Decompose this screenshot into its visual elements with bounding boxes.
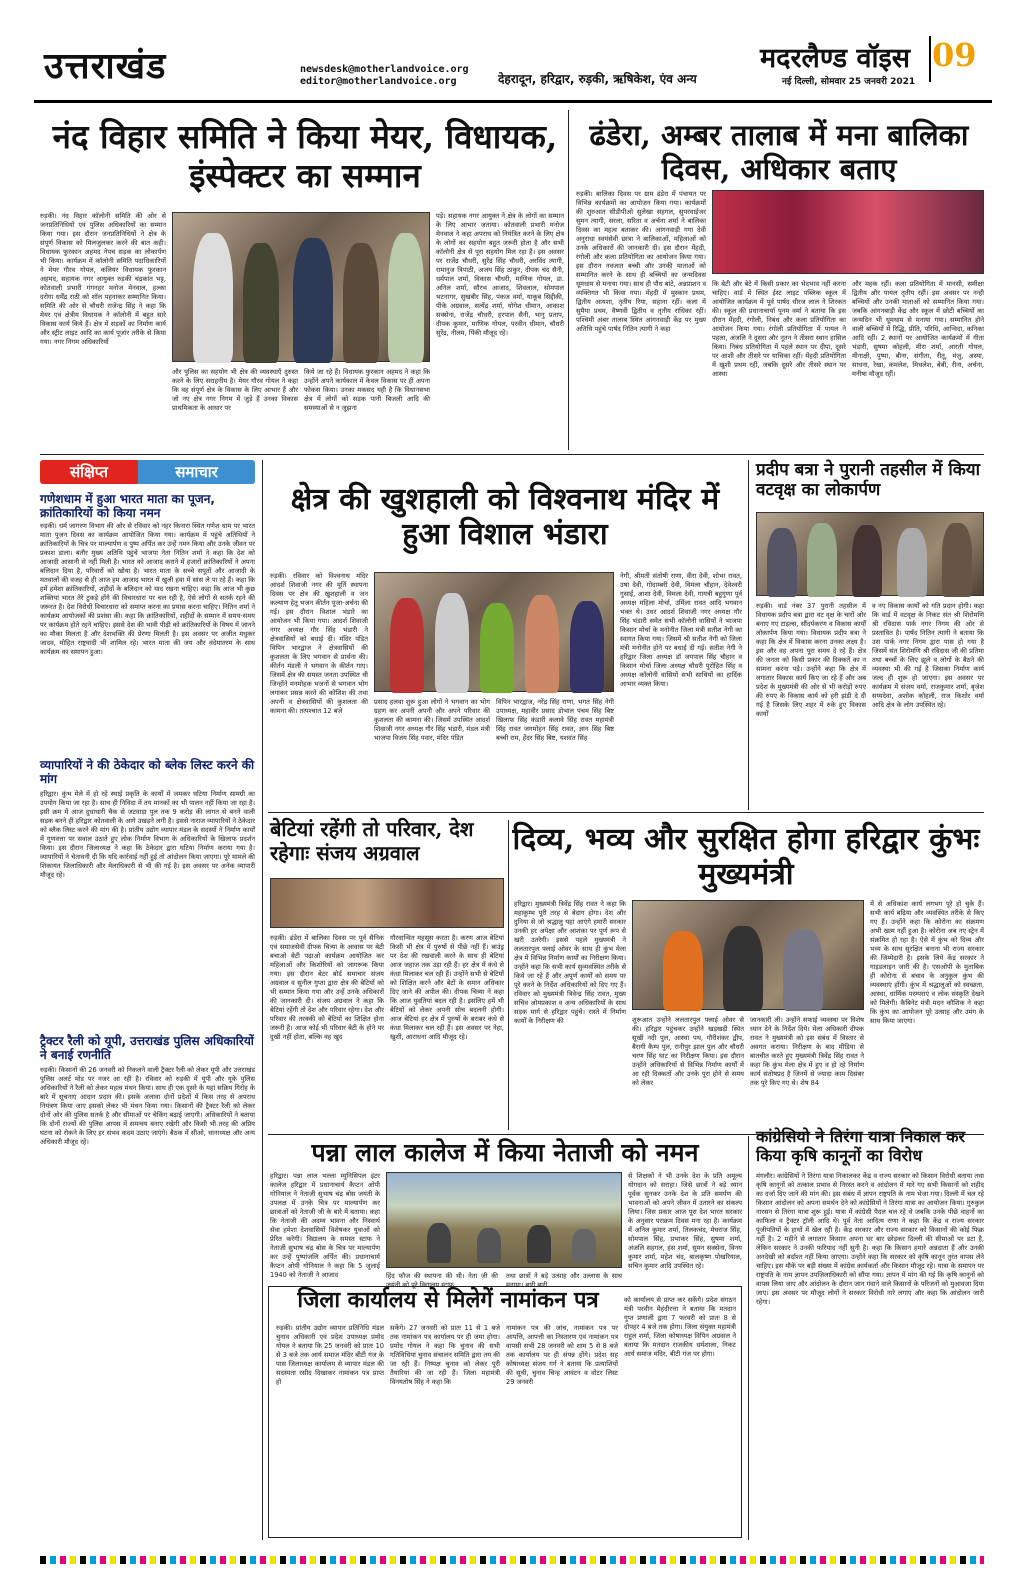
column-divider [748, 1136, 749, 1540]
briefs-label [40, 460, 255, 484]
masthead-rule [34, 100, 992, 103]
editor-email[interactable]: editor@motherlandvoice.org [300, 76, 457, 87]
story1-col2: और पुलिस का सहयोग भी क्षेत्र की व्यवस्थाएँ दुरुस्त करने के लिए सराहनीय है। मेयर गौरव गोयल ने कहा कि वह संपूर्ण क्षेत्र के विकास के लिए आभार हैं और जो नए क्षेत्र नगर निगम में जुड़े हैं उनका विकास प्राथमिकता के आधार पर [172, 368, 298, 412]
column-divider [748, 460, 749, 810]
story7-headline: पन्ना लाल कालेज में किया नेताजी को नमन [311, 1138, 699, 1167]
story1-col1: रुड़की। नंद विहार कॉलोनी समिति की ओर से जनप्रतिनिधियों एवं पुलिस अधिकारियों का सम्मान किया गया। इस दौरान जनप्रतिनिधियों ने क्षेत्र के संपूर्ण विकास को मिलजुलकर करने की बात कही। विधायक फुरकान अहमद नेपच सड़क का लोकार्पण भी किया। कार्यक्रम में कॉलोनी समिति पदाधिकारियों ने मेयर गौरव गोयल, कलियर विधायक फुरकान अहमद, सहायक नगर आयुक्त रुड़की चंद्रकांत भट्ट, कोतवाली प्रभारी गंगनहर मनोज मेनवाल, हल्का दरोगा धर्मेंद्र राठी को शॉल पहनाकर सम्मानित किया। समिति की ओर से चौधरी राजेन्द्र सिंह ने कहा कि मेयर एवं क्षेत्रीय विधायक ने कॉलोनी में बहुत सारे विकास कार्य किये हैं। क्षेत्र में सड़कों का निर्माण कार्य और स्ट्रीट लाइट आदि का कार्य पूजांर तरीके से किया गया। नगर निगम अधिकारियों [40, 212, 166, 346]
story2-col1: रुड़की। बालिका दिवस पर ग्राम ढंडेरा में पंचायत पर विभिन्न कार्यक्रमों का आयोजन किया गया। कार्यक्रमों की शुरुआत सीडीपीओ सुलेखा सहगल, सुपरवाईजर सुमन त्यागी, सरला, सरिता व अर्चना शर्मा ने बालिका दिवस का महत्व बताकर की। आंगनवाड़ी गगा देवी अनुराधा स्वयंसेवी छात्रा ने बालिकाओं, महिलाओं को उनके अधिकारों की जानकारी दी। इस दौरान मेंहदी, रंगोली और कला प्रतियोगिता का आयोजन किया गया। इस दौरान नवजात बच्ची और उनकी माताओं को सम्मानित करने के साथ ही बच्चियों का जन्मदिवस धूमधाम से मनाया गया। साथ ही पौध बांटे, अन्नप्राशन व व्यक्तिगत भी किया गया। मेंहदी में मुस्कान प्रथम, द्वितीय आयशा, तृतीय रिया, सहाना रहीं। कला में सुमैया प्रथम, वैष्णवी द्वितीय व तृतीय राधिका रहीं। पश्चिमी अंबर तालाब स्थित आंगनवाड़ी केंद्र पर मुख्य अतिथि पहुंचे पार्षद नितिन त्यागी ने कहा [576, 190, 706, 333]
story3-headline: क्षेत्र की खुशहाली को विश्वनाथ मंदिर में हुआ विशाल भंडारा [290, 482, 720, 553]
story1-headline: नंद विहार समिति ने किया मेयर, विधायक, इंस्पेक्टर का सम्मान [52, 117, 558, 195]
story9-headline: जिला कार्यालय से मिलेगें नामांकन पत्र [297, 1287, 599, 1313]
story1-col4: पड़े। सहायक नगर आयुक्त ने क्षेत्र के लोगों का सम्मान के लिए आभार जताया। कोतवाली प्रभारी मनोज मेनवाल ने कहा अपराध को नियंत्रित करने के लिए क्षेत्र के लोगों का सहयोग बहुत जरूरी होता है और सभी कॉलोनी क्षेत्र से पूरा सहयोग मिल रहा है। इस अवसर पर राजेंद्र चौधरी, सुरेंद्र सिंह चौधरी, अरविंद त्यागी, रामानुज त्रिपाठी, अजय सिंह ठाकुर, दीपक चंद सैनी, धर्मपाल शर्मा, विकास चौधरी, माणिक गोयल, डा. अनिल शर्मा, सौरभ आजाद, शिवलाल, सोमपाल भटनागर, सुखबीर सिंह, पंकज वर्मा, याकूब सिद्दीकी, पीके अग्रवाल, सत्येंद्र शर्मा, योगेश धीमान, आकाश सक्सेना, राजेंद्र चौधरी, हरपाल सैनी, भानु प्रताप, दीपक कुमार, माणिक गोयल, परवीन धीमान, चौधरी सुरेंद्र, नीलम, पिंकी मौजूद रहे। [436, 212, 564, 337]
print-registration-bar [40, 1556, 984, 1564]
section-rule [40, 454, 984, 455]
story6-col3: जानकारी ली। उन्होंने सफाई व्यवस्था पर विशेष ध्यान देने के निर्देश दिये। मेला अधिकारी दीपक रावत ने मुख्यमंत्री को इस संबंध में विस्तार से अवगत कराया। निरीक्षण के बाद मीडिया से बातचीत करते हुए मुख्यमंत्री त्रिवेंद्र सिंह रावत ने कहा कि कुंभ मेला क्षेत्र में हुए व हो रहे निर्माण कार्य संतोषप्रद है जिनमें से ज्यादा काम दिसंबर तक पूरे किए गए थे। शेष 84 [750, 1016, 864, 1087]
story4-col1: रुड़की। वार्ड नंबर 37 पुरानी तहसील में विधायक प्रदीप बत्रा द्वारा वट वृक्ष के चारों ओर बनाए गए टाइल्स, सौंदर्यकरण व विकास कार्यों लोकार्पण किया गया। विधायक प्रदीप बत्रा ने कहा कि क्षेत्र में विकास करना उनका लक्ष्य है। इस और वह अपना पूरा समय दे रहे हैं। क्षेत्र की जनता को किसी प्रकार की दिक्कतें का न सामना करना पड़े। उन्होंने कहा कि क्षेत्र में लगातार विकास कार्य किए जा रहे हैं और अब प्रदेश के मुख्यमंत्री की ओर से भी करोड़ों रुपए की रुपए के विकास कार्य को हरी झंडी दे दी गई है जिसके लिए शहर में रुके हुए विकास कार्यों [756, 602, 866, 718]
story5-col1: रुड़की। ढंडेरा में बालिका दिवस पर पूर्व सैनिक एवं समाजसेवी दीपक चित्र्या के आवास पर बेटी बचाओ बेटी पढ़ाओ कार्यक्रम आयोजित कर महिलाओं और किशोरियों को जागरूक किया गया। इस दौरान बेटर बोर्ड समाचार संजय अग्रवाल व सुनील गुप्ता द्वारा क्षेत्र की बेटियों को भी सम्मान किया गया और उन्हें उनके अधिकारों की जानकारी दी। संजय अग्रवाल ने कहा कि बेटियां रहेंगी तो देश और परिवार रहेगा। देश और परिवार की तरक्की को बेटियों का शिक्षित होना जरूरी है। आज कोई भी परिवार बेटी के होने पर दुखी नहीं होता, बल्कि वह खुद [270, 934, 384, 1041]
briefs-label-part1: संक्षिप्त [40, 460, 138, 484]
story3-col4: नेगी, श्रीमती संतोषी राणा, वीरा देवी, शोभा रावत, उषा देवी, गोदाम्बरी देवी, विमला चौहान, देवेश्वरी गुसाईं, आशा देवी, विमला देवी, गायत्री बहुगुणा पूर्व अध्यक्ष महिला मोर्चा, उर्मिला रावत आदि भगवान भक्त थे। उधर आदर्श शिवाजी नगर अध्यक्ष गौर सिंह भंडारी समेत सभी कॉलोनी वासियों ने भाजपा किसान मोर्चा के मनोनीत जिला मंत्री सतीश नेगी का स्वागत किया गया। जिसमें श्री सतीश नेगी को जिला मंत्री मनोनीत होने पर बधाई दी गई। सतीश नेगी ने हरिद्वार जिला अध्यक्ष डॉ जयपाल सिंह चौहान व किसान मोर्चा जिला अध्यक्ष चौधरी पुरोहित सिंह व अध्यक्ष कॉलोनी वासियों सभी साथियों का हार्दिक आभार व्यक्त किया। [620, 572, 742, 688]
story6-col2: शुरूआत उन्होंने ललतारपुल फ्लाई ओवर से की। हरिद्वार पहुंचकर उन्होंने खड़खड़ी स्थित सूखी नदी पुल, आस्था पथ, गौरीशंकर द्वीप, बैरागी कैम्प पुल, रानीपुर झाल पुल और चौधरी चरण सिंह घाट का निरीक्षण किया। इस दौरान उन्होंने अधिकारियों से विभिन्न निर्माण कार्यों में आ रही दिक्कतों और उनके पूरा होने से समय को लेकर [632, 1016, 744, 1087]
section-title: उत्तराखंड [44, 45, 167, 87]
story3-col3: विपिन भारद्वाज, नरेंद्र सिंह राणा, भगत सिंह नेगी उपाध्यक्ष, महावीर प्रसाद डोभाल पंचम सिंह बिष्ट खिलाफ सिंह कंडारी कलावे सिंह रावत महामंत्री सिंह रावत जगमोहन सिंह रावत, ज्ञान सिंह बिष्ट बच्ची राम, हेंदर सिंह बिष्ट, यशवंत सिंह [496, 698, 614, 742]
story6-photo [632, 900, 864, 1010]
story7-photo [386, 1172, 622, 1268]
brief1-headline: गणेशधाम में हुआ भारत माता का पूजन, क्रांतिकारियों को किया नमन [40, 492, 215, 520]
brief1-body: रुड़की। धर्म जागरण विभाग की ओर से रविवार को नहर किनारा स्थित गणेश धाम पर भारत माता पूजन दिवस का कार्यक्रम आयोजित किया गया। कार्यक्रम में पहुंचे अतिथियों ने क्रांतिकारियों के चित्र पर माल्यार्पण व पुष्प अर्पित कर उन्हें नमन किया और उनके जीवन पर प्रकाश डाला। बतौर मुख्य अतिथि पहुंचे भाजपा नेता नितिन शर्मा ने कहा कि देश को आजादी आसानी से नहीं मिली है। भारत को आजाद कराने में हजारों क्रांतिकारियों ने अपना बलिदान दिया है, परिवारों को खोया है। भारत माता के सच्चे सपूतों और आजादी के मतवालों की वजह से ही आज हम आजाद भारत में खुली हवा में सांस ले पा रहे हैं। कहा कि हमें हमेशा क्रांतिकारियों, शहीदों के बलिदान को याद रखना चाहिए। कहा कि आज भी कुछ शक्तियां भारत तेरे टुकड़े होंगे की विचारधारा पर चल रही है, ऐसे लोगों से सतर्क रहने की जरूरत है। देश विरोधी विचारधारा को समाप्त करना का प्रयास करना चाहिए। नितिन शर्मा ने कार्यक्रम आयोजकों की प्रशंसा की। कहा कि क्रांतिकारियों, शहीदों के सम्मान में समय-समय पर कार्यक्रम होते रहने चाहिए। इससे देश की भावी पीढ़ी को क्रांतिकारियों के विषय में जानने का मौका मिलता है और देशभक्ति की प्रेरणा मिलती है। इस अवसर पर अजीत मधुकर जादव, मोहित राष्ट्रवादी भी शामिल रहे। भारत माता की जय और वंदेमातरम के साथ कार्यक्रम का समापन हुआ। [40, 522, 255, 656]
story7-col3: से शिक्षकों ने भी उनके देश के प्रति अमूल्य योगदान को सराहा। जिसे छात्रों ने बड़े ध्यान पूर्वक सुनकर उनके देश के प्रति समर्पण की भावनाओं को अपने जीवन में उतारने का संकल्प लिया। जिस प्रकार आज पूरा देश भारत सरकार के अनुसार पराक्रम दिवस मना रहा है। कार्यक्रम में अनिल कुमार शर्मा, तिलकचंद, मेघराज सिंह, सोमपाल सिंह, प्रभाकर सिंह, सुषमा शर्मा, अंजलि सहगल, हंस शर्मा, सुमन सक्सेना, विनय कुमार शर्मा, महेश चंद, बालकृष्ण पोखरियाल, सचिन कुमार आदि उपस्थित रहे। [628, 1172, 742, 1270]
story7-col1: हरिद्वार। पन्ना लाल भल्ला म्युनिसिपल इंटर कालेज हरिद्वार में प्रधानाचार्य कैप्टन ओपी गोनियाल ने नेताजी सुभाष चंद्र बोस जयंती के उपलक्ष में उनके चित्र पर माल्यार्पण कर छात्राओं को नेताजी जी के बारे में बताया। कहा कि नेताजी की अदम्य भावना और निस्वार्थ सेवा हमेशा देशवासियों विशेषकर युवाओं को प्रेरित करेगी। विद्यालय के समस्त स्टाफ ने नेताजी सुभाष चंद्र बोस के चित्र पर माल्यार्पण कर उन्हें पुष्पांजलि अर्पित की। प्रधानाचार्य कैप्टन ओपी गोनियाल ने कहा कि 5 जुलाई 1940 को नेताजी ने आजाद [270, 1172, 380, 1279]
story6-col4: में से अधिकांश कार्य लगभग पूरे हो चुके हैं। सभी कार्य बढ़िया और व्यवस्थित तरीके से किए गए हैं। उन्होंने कहा कि कोरोना का संक्रमण अभी खत्म नहीं हुआ है। कोरोना अब नए स्ट्रेन में संक्रमित हो रहा है। ऐसे में कुंभ को दिव्य और भव्य के साथ सुरक्षित बनाना भी राज्य सरकार की जिम्मेदारी है। इसके लिये केंद्र सरकार ने गाइडलाइन जारी की है। एसओपी के मुताबिक ही कोरोना से बचाव के अनुकूल कुंभ की व्यवस्थाएं होंगी। कुंभ में श्रद्धालुओं को स्वच्छता, आस्था, धार्मिक परम्पराएं व लोक संस्कृति देखने को मिलेगी। कैबिनेट मंत्री मदन कौशिक ने कहा कि कुंभ का आयोजन पूरे उत्साह और उमंग के साथ किया जाएगा। [870, 900, 984, 1025]
story2-col2: कि बेटी और बेटे में किसी प्रकार का भेदभाव नहीं करना चाहिए। वार्ड में स्थित ईस्ट लाइट पब्लिक स्कूल में आयोजित कार्यक्रम में पूर्व पार्षद धीरज लाल ने शिरकत की। स्कूल की प्रधानाचार्या पूनम वर्मा ने बताया कि इस दौरान मेंहदी, रंगोली, निबंध और कला प्रतियोगिता का आयोजन किया गया। रंगोली प्रतियोगिता में पायल ने पहला, अंजलि ने दूसरा और नूतन ने तीसरा स्थान हासिल किया। निबंध प्रतियोगिता में पहले स्थान पर दीपा, दूसरे पर आशी और तीसरे पर याचिका रहीं। मेंहदी प्रतियोगिता में खुशी प्रथम रहीं, जबकि दूसरे और तीसरे स्थान पर आस्था [712, 280, 846, 378]
story7-col2: तथा छात्रों ने बड़े उत्साह और उल्लास के साथ मनाया। बारी बारी [506, 1272, 622, 1289]
story5-photo [270, 878, 504, 928]
page-number: 09 [932, 36, 977, 74]
story5-headline: बेटियां रहेंगी तो परिवार, देश रहेगाः संजय अग्रवाल [270, 817, 474, 865]
story9-col4: को कार्यालय से प्राप्त कर सकेंगे। प्रदेश संगठन मंत्री परवीन मेहंदीरत्ता ने बताया कि मतदान गुप्त प्रणाली द्वारा 7 फरवरी को प्रातः 8 से दोपहर 4 बजे तक होगा। जिला संयुक्त महामंत्री राहुल शर्मा, जिला कोषाध्यक्ष विपिन अग्रवाल ने बताया कि मतदान राजकीय धर्मशाला, निकट आर्य समाज मंदिर, बीटी गंज पर होगा। [624, 1296, 736, 1358]
story2-photo [712, 190, 984, 274]
column-divider [262, 460, 263, 1540]
story6-headline: दिव्य, भव्य और सुरक्षित होगा हरिद्वार कुंभः मुख्यमंत्री [512, 822, 980, 893]
story9-col2: सकेंगे। 27 जनवरी को प्रातः 11 से 1 बजे तक नामांकन पत्र कार्यालय पर ही जमा होगा। प्रमोद गोयल ने कहा कि चुनाव की सभी गतिविधियां चुनाव संचालन समिति द्वारा तय की जा रही हैं। निष्पक्ष चुनाव को लेकर पूरी तैयारियां की जा रही हैं। जिला महामंत्री विनयतोष सिंह ने कहा कि [390, 1324, 500, 1386]
story4-photo [756, 512, 984, 596]
story1-col3: किये जा रहे हैं। विधायक फुरकान अहमद ने कहा कि उन्होंने अपने कार्यकाल में केवल विकास पर ही अपना फोकस किया। उनका मकसद यही है कि विधानसभा क्षेत्र में लोगों को सड़क पानी बिजली आदि की समस्याओं से न जूझना [304, 368, 430, 412]
brand-name: मदरलैण्ड वॉइस [760, 43, 911, 74]
newsdesk-email[interactable]: newsdesk@motherlandvoice.org [300, 64, 469, 75]
column-divider [568, 110, 569, 450]
story8-body: मंगलौर। कांग्रेसियों ने तिरंगा यात्रा निकालकर केंद्र व राज्य सरकार को किसान विरोधी बताया तथा कृषि कानूनों को तत्काल प्रभाव से निरस्त करने व आंदोलन में मारे गए सभी किसानों को शहीद का दर्जा दिए जाने की मांग की। इस संबंध में ज्ञापन राष्ट्रपति के नाम भेजा गया। दिल्ली में चल रहे किसान आंदोलन को अपना समर्थन देने को कांग्रेसियों ने तिरंगा यात्रा का आयोजन किया। गुरुकुल नारसन से तिरंगा यात्रा शुरू हुई। यात्रा में कांग्रेसी पैदल चल रहे थे जबकि उनके पीछे वाहनों का काफिला व ट्रैक्टर ट्रॉली आदि थे। पूर्व नेता आदित्य राणा ने कहा कि केंद्र व राज्य सरकार पूंजीपतियों के हाथों में खेल रही है। केंद्र सरकार और राज्य सरकार को किसानों की कोई फिक्र नहीं है। 2 महीने से लगातार किसान अपना घर बार छोड़कर दिल्ली की सीमाओं पर डटा है, लेकिन सरकार ने उनकी फरियाद नहीं सुनी है। कहा कि किसान हमारे अन्नदाता हैं और उनकी अनदेखी को बर्दाश्त नहीं किया जाएगा। उन्होंने कहा कि सरकार को कृषि कानून तुरंत वापस लेने चाहिए। इस मौके पर बड़ी संख्या में कांग्रेस कार्यकर्ता और किसान मौजूद रहे। यात्रा के समापन पर राष्ट्रपति के नाम ज्ञापन उपजिलाधिकारी को सौंपा गया। ज्ञापन में मांग की गई कि कृषि कानूनों को वापस लिया जाए और आंदोलन के दौरान जान गंवाने वाले किसानों के परिजनों को मुआवजा दिया जाए। इस अवसर पर मौजूद लोगों ने सरकार विरोधी नारे लगाए और कहा कि आंदोलन जारी रहेगा। [756, 1172, 984, 1306]
brand-divider [929, 36, 931, 82]
brief2-body: हरिद्वार। कुंभ मेले में हो रहे स्थाई प्रकृति के कार्यों में जमकर घटिया निर्माण सामग्री का उपयोग किया जा रहा है। साथ ही निविदा में तय मानकों का भी पालन नहीं किया जा रहा है। इसी क्रम में आज दुधाधारी चैक से जटवाड़ा पुल तक 9 करोड़ की लागत से बनने वाली सड़क बनने ही हरिद्वार कोतवाली के आगे उखड़ने लगी है। इससे नाराज व्यापारियों ने ठेकेदार को ब्लैक लिस्ट करने की मांग की है। प्रांतीय उद्योग व्यापार मंडल के सदस्यों ने निर्माण कार्यों में गुणवत्ता पर सवाल उठाते हुए लोक निर्माण विभाग के अधिकारियों के खिलाफ प्रदर्शन किया। इस दौरान जिलाध्यक्ष ने कहा कि ठेकेदार द्वारा घटिया निर्माण कराया गया है। व्यापारियों ने चेतावनी दी कि यदि कार्रवाई नहीं हुई तो आंदोलन किया जाएगा। पूरे मामले की शिकायत जिलाधिकारी और मेलाधिकारी से भी की गई है। इस अवसर पर अनेक व्यापारी मौजूद रहे। [40, 790, 255, 879]
story3-col1: रुड़की। रविवार को विश्वनाथ मंदिर आदर्श शिवाजी नगर की मूर्ति स्थापना दिवस पर क्षेत्र की खुशहाली व जन कल्याण हेतु भजन कीर्तन पूजा-अर्चना की गई। इस दौरान विशाल भंडारे का आयोजन भी किया गया। आदर्श शिवाजी नगर अध्यक्ष गौर सिंह भंडारी ने क्षेत्रवासियों को बधाई दी। मंदिर पंडित विपिन भारद्वाज ने क्षेत्रवासियों की कुशलता के लिए भगवान से प्रार्थना की। कीर्तन मंडली ने भगवान के कीर्तन गाए। जिसमें क्षेत्र की समस्त जनता उपस्थित थी जिन्होंने मनमोहक भजनों से भगवान भोग लगाकर प्रसन्न करने की कोशिश की तथा अपनी व क्षेत्रवासियों की कुशलता की कामना की। तत्पश्चात 12 बजे [270, 572, 368, 715]
story7-caption: हिंद फौज की स्थापना की थी। नेता जी की जयंती को पूरे विद्यालय स्टाफ [386, 1272, 498, 1289]
brief3-headline: ट्रैक्टर रैली को यूपी, उत्तराखंड पुलिस अधिकारियों ने बनाई रणनीति [40, 1034, 254, 1062]
story6-col1: हरिद्वार। मुख्यमंत्री त्रिवेंद्र सिंह रावत ने कहा कि महाकुम्भ पूरी तरह से बेदाग होगा। देश और दुनिया से जो श्रद्धालु यहां आएंगे हमारी सरकार उनकी हर अपेक्षा और आशंका पर पूर्ण रूप से खरी उतरेगी। इससे पहले मुख्यमंत्री ने ललतारपुल फ्लाई ओवर के साथ ही कुंभ मेला क्षेत्र में विभिन्न निर्माण कार्यों का निरीक्षण किया। उन्होंने कहा कि सभी कार्य सुव्यवस्थित तरीके से किये जा रहे हैं और अपूर्ण कार्यों को समय पर पूरे करने के निर्देश अधिकारियों को दिए गए हैं। रविवार को मुख्यमंत्री त्रिवेन्द्र सिंह रावत, मुख्य सचिव ओमप्रकाश व अन्य अधिकारियों के साथ सड़क मार्ग से हरिद्वार पहुंचे। रास्ते में निर्माण कार्यों के निरीक्षण की [514, 900, 626, 1025]
story5-col2: गौरवान्वित महसूस करता है। करण आज बेटियां किसी भी क्षेत्र में पुरुषों से पीछे नहीं हैं। बाउंड्र पर देश की रखवाली करने के साथ ही बेटियां आज जहाज तक उड़ा रही हैं। हर क्षेत्र में कंधे से कंधा मिलाकर चल रही हैं। उन्होंने सभी से बेटियों को शिक्षित करने और बेटों के समान अधिकार दिए जाने की अपील की। दीपक चित्र्या ने कहा कि आज युवतियां बदल रही है। इसलिए हमें भी बेटियों को लेकर अपनी सोच बदलनी होगी। आज बेटियां हर क्षेत्र में पुरुषों के बराबर कंधे से कंधा मिलाकर चल रही हैं। इस अवसर पर नेहा, खुशी, आराधना आदि मौजूद रहे। [390, 934, 504, 1041]
story4-col2: व नए विकास कार्यों को गति प्रदान होगी। कहा कि वार्ड में वटवृक्ष के निकट संत श्री शिरोमणि श्री रविदास पार्क नगर निगम की ओर से प्रस्तावित है। पार्षद नितिन त्यागी ने बताया कि उस पार्क नगर निगम द्वारा पास हो गया है जिसमें संत शिरोमणि श्री रविदास जी की प्रतिमा तथा बच्चों के लिए झूले व लोगों के बैठने की व्यवस्था भी की गई है जिसका निर्माण कार्य जल्द ही शुरू हो जाएगा। इस अवसर पर कार्यक्रम में संजय वर्मा, राजकुमार शर्मा, बृजेश सय्यदेवा, अशोक कोहली, राज किशोर वर्मा आदि क्षेत्र के लोग उपस्थित रहे। [872, 602, 984, 709]
edition-cities: देहरादून, हरिद्वार, रुड़की, ऋषिकेश, एंव अन्य [498, 72, 697, 86]
briefs-label-part2: समाचार [138, 460, 255, 484]
dateline: नई दिल्ली, सोमवार 25 जनवरी 2021 [782, 77, 916, 87]
story2-headline: ढंडेरा, अम्बर तालाब में मना बालिका दिवस, अधिकार बताए [589, 118, 969, 187]
story9-col3: नामांकन पत्र की जांच, नामांकन पत्र पर आपत्ति, आपत्ती का निस्तारण एवं नामांकन पत्र वापसी सभी 28 जनवरी को शाम 5 से 8 बजे तक कार्यालय पर ही संपन्न होंगे। प्रदेश सह कोषाध्यक्ष संजय गर्ग ने बताया कि प्रत्याशियों की सूची, चुनाव चिन्ह आवंटन व वोटर लिस्ट 29 जनवरी [506, 1324, 618, 1386]
column-divider [508, 820, 509, 1130]
story2-col3: और महक रहीं। कला प्रतियोगिता में मानसी, समीक्षा द्वितीय और पायल तृतीय रहीं। इस अवसर पर नन्ही बच्चियों और उनकी माताओं को सम्मानित किया गया। जबकि आंगनबाड़ी केंद्र और स्कूल में छोटी बच्चियों का जन्मदिन भी धूमधाम से मनाया गया। सम्मानित होने वाली बच्चियों में रिद्धि, प्रीति, परिधि, आन्विदा, कनिका आदि रहीं। 2 स्थानों पर आयोजित कार्यक्रमों में गीता भंडारी, सुषमा कोहली, मीरा शर्मा, आरती गोयल, मीनाक्षी, पुष्पा, बीना, संगीता, रीतू, मंजु, अस्मा, साधना, रेखा, कमलेश, मिथलेश, बेबी, रीना, अर्चना, मनीषा मौजूद रहीं। [852, 280, 984, 378]
section-rule [268, 812, 984, 813]
story4-headline: प्रदीप बत्रा ने पुरानी तहसील में किया वटवृक्ष का लोकार्पण [756, 460, 981, 501]
story3-photo [374, 572, 614, 692]
story1-photo [172, 212, 430, 362]
story9-col1: रुड़की। प्रांतीय उद्योग व्यापार प्रतिनिधि मंडल चुनाव अधिकारी एवं प्रदेश उपाध्यक्ष प्रमोद गोयल ने बताया कि 25 जनवरी को प्रातः 10 से 3 बजे तक आर्य समाज मंदिर बीटी गंज के पास जिलाध्यक्ष कार्यालय से व्यापार मंडल की सदस्यता रसीद दिखाकर नामांकन पत्र प्राप्त हो [276, 1324, 384, 1386]
story8-headline: कांग्रेसियो ने तिरंगा यात्रा निकाल कर किया कृषि कानूनों का विरोध [756, 1127, 966, 1165]
contact-emails [300, 64, 469, 88]
brief2-headline: व्यापारियों ने की ठेकेदार को ब्लेक लिस्ट करने की मांग [40, 758, 255, 786]
story3-col2: प्रसाद हलवा शुरू हुआ लोगों ने भगवान का भोग ग्रहण कर अपनी अपनी और अपने परिवार की कुशलता की कामना की। जिसमें उपस्थित आदर्श शिवाजी नगर अध्यक्ष गौर सिंह भंडारी, मंडल मंत्री भाजपा विजय सिंह पवार, मंदिर पंडित [374, 698, 490, 742]
brief3-body: रुड़की। किसानों की 26 जनवरी को निकलने वाली ट्रैक्टर रैली को लेकर यूपी और उत्तराखंड पुलिस अलर्ट मोड पर नजर आ रही है। रविवार को रुड़की में यूपी और यूके पुलिस अधिकारियों ने रैली को लेकर महत्व मंथन किया। साथ ही एक दूसरे के यहां सक्रिय गिरोह के बारे में सूचनाएं आदान प्रदान की। इसके अलावा दोनों प्रदेशों में किस तरह से अपराध नियंत्रण किया जाए इसको लेकर भी मंथन किया गया। किसानों की ट्रैक्टर रैली को लेकर दोनों ओर की पुलिस सतर्क है और सीमाओं पर चेकिंग बढ़ाई जाएगी। अधिकारियों ने बताया कि दोनों राज्यों की पुलिस आपस में समन्वय बनाए रखेगी और किसी भी तरह की अप्रिय घटना को रोकने के लिए हर संभव कदम उठाए जाएंगे। बैठक में सीओ, थानाध्यक्ष और अन्य अधिकारी मौजूद रहे। [40, 1066, 255, 1146]
